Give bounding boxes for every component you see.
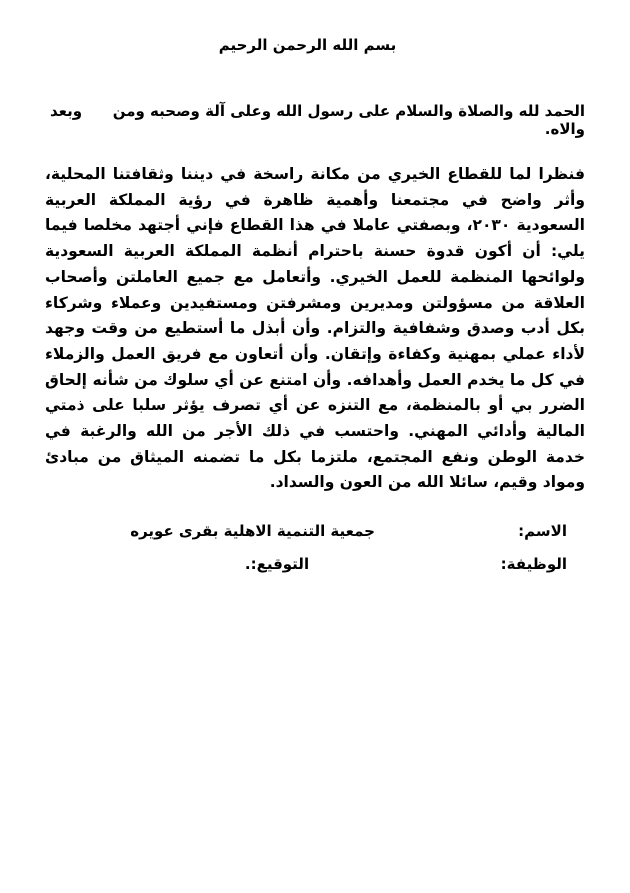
name-field-value: جمعية التنمية الاهلية بقرى عويره: [130, 522, 375, 540]
signature-field-label: التوقيع:.: [244, 555, 310, 573]
pledge-body-paragraph: فنظرا لما للقطاع الخيري من مكانة راسخة في ديننا وثقافتنا المحلية، وأثر واضح في مجتمعنا وأهمية ظاهرة في رؤية المملكة العربية السعودية ٢٠٣٠، وبصفتي عاملا في هذا القطاع فإني أجتهد مخلصا فيما يلي: أن أكون قدوة حسنة باحترام أنظمة المملكة العربية السعودية ولوائحها المنظمة للعمل الخيري. وأتعامل مع جميع العاملتن وأصحاب العلاقة من مسؤولتن ومديرين ومشرفتن ومستفيدين وعملاء وشركاء بكل أدب وصدق وشفافية والتزام. وأن أبذل ما أستطيع من وقت وجهد لأداء عملي بمهنية وكفاءة وإتقان. وأن أتعاون مع فريق العمل والزملاء في كل ما يخدم العمل وأهدافه. وأن امتنع عن أي سلوك من شأنه إلحاق الضرر بي أو بالمنظمة، مع التنزه عن أي تصرف يؤثر سلبا على ذمتي المالية وأدائي المهني. واحتسب في ذلك الأجر من الله والرغبة في خدمة الوطن ونفع المجتمع، ملتزما بكل ما تضمنه الميثاق من مبادئ ومواد وقيم، سائلا الله من العون والسداد.: [45, 165, 585, 492]
name-field-label: الاسم:: [518, 522, 567, 540]
position-field-row: [0, 555, 630, 588]
basmala-title: بسم الله الرحمن الرحيم: [218, 36, 397, 54]
position-field-label: الوظيفة:: [500, 555, 567, 573]
name-field-row: [0, 522, 630, 555]
signature-fields: [0, 522, 630, 588]
salutation-line: [50, 102, 585, 138]
salutation-suffix: وبعد: [50, 102, 83, 120]
salutation-text: الحمد لله والصلاة والسلام على رسول الله وعلى آلة وصحبه ومن والاه.: [112, 102, 585, 138]
